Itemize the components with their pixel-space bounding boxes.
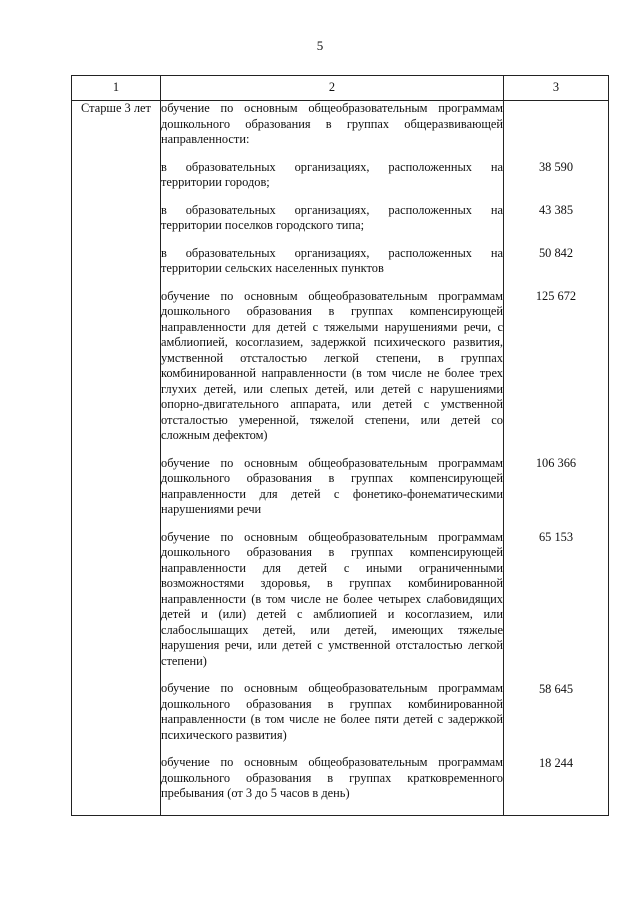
- category-cell: [72, 101, 161, 816]
- column-header-2: 2: [161, 76, 504, 101]
- item-description: обучение по основным общеобразовательным программам дошкольного образования в группах комбинированной направленности (в том числе не более пяти детей с задержкой психического развития): [161, 681, 503, 742]
- item-value: 125 672: [535, 289, 577, 303]
- item-description: в образовательных организациях, расположенных на территории городов;: [161, 159, 503, 189]
- item-value: 38 590: [538, 160, 574, 174]
- item-value: 106 366: [535, 456, 577, 470]
- table-header-row: [72, 76, 609, 101]
- value-cell: [504, 101, 609, 816]
- page-number: 5: [316, 38, 324, 53]
- item-value: 43 385: [538, 203, 574, 217]
- item-value: 65 153: [538, 530, 574, 544]
- column-header-3: 3: [504, 76, 609, 101]
- item-value: 58 645: [538, 682, 574, 696]
- item-description: в образовательных организациях, расположенных на территории поселков городского типа;: [161, 202, 503, 232]
- item-description: в образовательных организациях, расположенных на территории сельских населенных пунктов: [161, 245, 503, 275]
- item-description: обучение по основным общеобразовательным программам дошкольного образования в группах компенсирующей направленности для детей с иными ограниченными возможностями здоровья, в группах комбинированной направленности (в том числе не более четырех слабовидящих детей и (или) детей с амблиопией и косоглазием, или слабослышащих детей, или детей, имеющих тяжелые нарушения речи, или детей с умственной отсталостью легкой степени): [161, 529, 503, 668]
- item-description: обучение по основным общеобразовательным программам дошкольного образования в группах кратковременного пребывания (от 3 до 5 часов в день): [161, 755, 503, 800]
- item-description: обучение по основным общеобразовательным программам дошкольного образования в группах общеразвивающей направленности:: [161, 101, 503, 146]
- item-value: 18 244: [538, 756, 574, 770]
- table-row: [72, 101, 609, 816]
- item-value: [504, 101, 608, 148]
- category-label: Старше 3 лет: [81, 101, 151, 115]
- item-description: обучение по основным общеобразовательным программам дошкольного образования в группах компенсирующей направленности для детей с фонетико-фонематическими нарушениями речи: [161, 455, 503, 516]
- description-cell: [161, 101, 504, 816]
- item-value: 50 842: [538, 246, 574, 260]
- item-description: обучение по основным общеобразовательным программам дошкольного образования в группах компенсирующей направленности для детей с тяжелыми нарушениями речи, с амблиопией, косоглазием, задержкой психического развития, умственной отсталостью легкой степени, в группах комбинированной направленности (в том числе не более трех глухих детей, или слепых детей, или детей с нарушениями опорно-двигательного аппарата, или детей с умственной отсталостью умеренной, тяжелой степени, или детей со сложным дефектом): [161, 288, 503, 442]
- column-header-1: 1: [72, 76, 161, 101]
- rates-table: [71, 75, 609, 816]
